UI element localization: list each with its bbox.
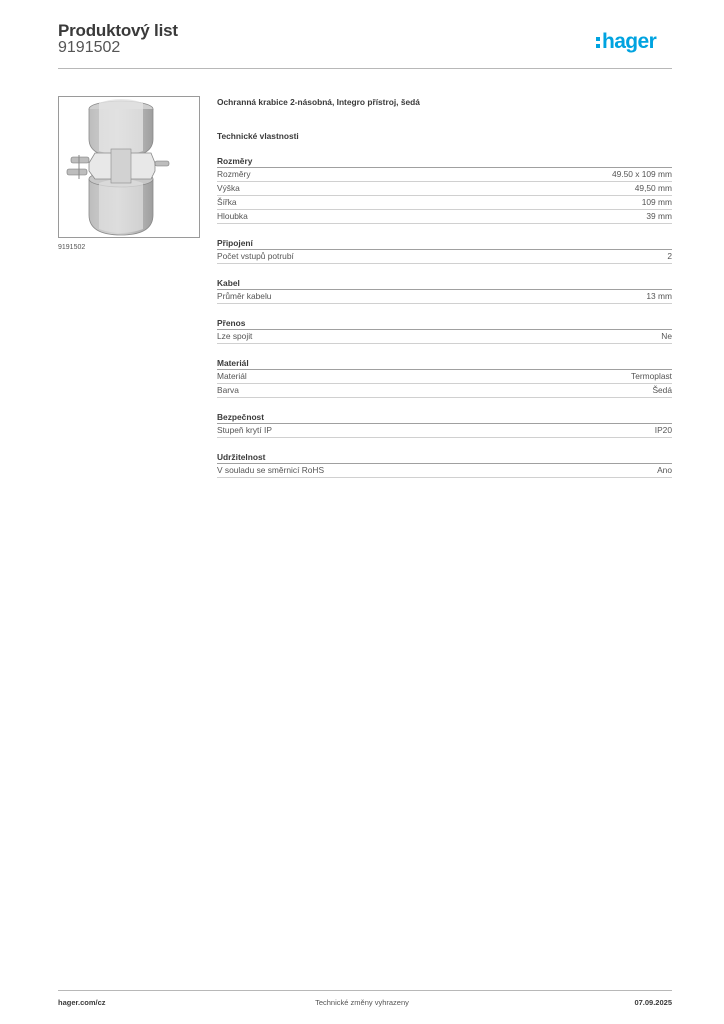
- section-title: Rozměry: [217, 155, 672, 168]
- spec-label: Hloubka: [217, 211, 248, 221]
- spec-label: Barva: [217, 385, 239, 395]
- spec-label: V souladu se směrnicí RoHS: [217, 465, 325, 475]
- spec-value: 49.50 x 109 mm: [611, 169, 672, 179]
- product-name: Ochranná krabice 2-násobná, Integro přístroj, šedá: [217, 97, 420, 107]
- spec-row: [217, 210, 672, 224]
- section-transfer: [217, 317, 672, 344]
- spec-row: [217, 196, 672, 210]
- product-details: [217, 96, 672, 478]
- product-image: [58, 96, 200, 238]
- spec-label: Výška: [217, 183, 240, 193]
- spec-label: Lze spojit: [217, 331, 253, 341]
- section-sustainability: [217, 451, 672, 478]
- footer-notice: Technické změny vyhrazeny: [315, 998, 409, 1007]
- spec-row: [217, 464, 672, 478]
- spec-label: Stupeň krytí IP: [217, 425, 272, 435]
- spec-row: [217, 250, 672, 264]
- spec-value: Ano: [657, 465, 672, 475]
- spec-value: IP20: [654, 425, 672, 435]
- section-title: Přenos: [217, 317, 672, 330]
- spec-value: 2: [667, 251, 672, 261]
- spec-row: [217, 330, 672, 344]
- section-title: Připojení: [217, 237, 672, 250]
- section-safety: [217, 411, 672, 438]
- spec-row: [217, 182, 672, 196]
- spec-value: 39 mm: [646, 211, 672, 221]
- section-title: Kabel: [217, 277, 672, 290]
- spec-label: Počet vstupů potrubí: [217, 251, 294, 261]
- logo-text: hager: [602, 30, 657, 53]
- image-caption: 9191502: [58, 244, 86, 251]
- technical-properties-heading: Technické vlastnosti: [217, 131, 299, 141]
- section-material: [217, 357, 672, 398]
- spec-value: 13 mm: [646, 291, 672, 301]
- section-title: Materiál: [217, 357, 672, 370]
- spec-label: Rozměry: [217, 169, 251, 179]
- spec-value: 49,50 mm: [634, 183, 672, 193]
- spec-row: [217, 384, 672, 398]
- section-title: Udržitelnost: [217, 451, 672, 464]
- hager-logo: [595, 28, 675, 56]
- spec-value: Ne: [661, 331, 672, 341]
- section-connection: [217, 237, 672, 264]
- spec-value: Šedá: [652, 385, 672, 395]
- spec-value: Termoplast: [631, 371, 672, 381]
- spec-label: Průměr kabelu: [217, 291, 272, 301]
- page-title: Produktový list: [58, 21, 178, 40]
- spec-row: [217, 370, 672, 384]
- section-cable: [217, 277, 672, 304]
- footer-website-link[interactable]: hager.com/cz: [58, 998, 106, 1007]
- header-divider: [58, 68, 672, 69]
- spec-row: [217, 168, 672, 182]
- spec-value: 109 mm: [641, 197, 672, 207]
- spec-label: Materiál: [217, 371, 247, 381]
- footer-date: 07.09.2025: [634, 998, 672, 1007]
- section-dimensions: [217, 155, 672, 224]
- spec-row: [217, 424, 672, 438]
- footer-divider: [58, 990, 672, 991]
- section-title: Bezpečnost: [217, 411, 672, 424]
- spec-label: Šířka: [217, 197, 237, 207]
- product-number: 9191502: [58, 39, 121, 56]
- spec-row: [217, 290, 672, 304]
